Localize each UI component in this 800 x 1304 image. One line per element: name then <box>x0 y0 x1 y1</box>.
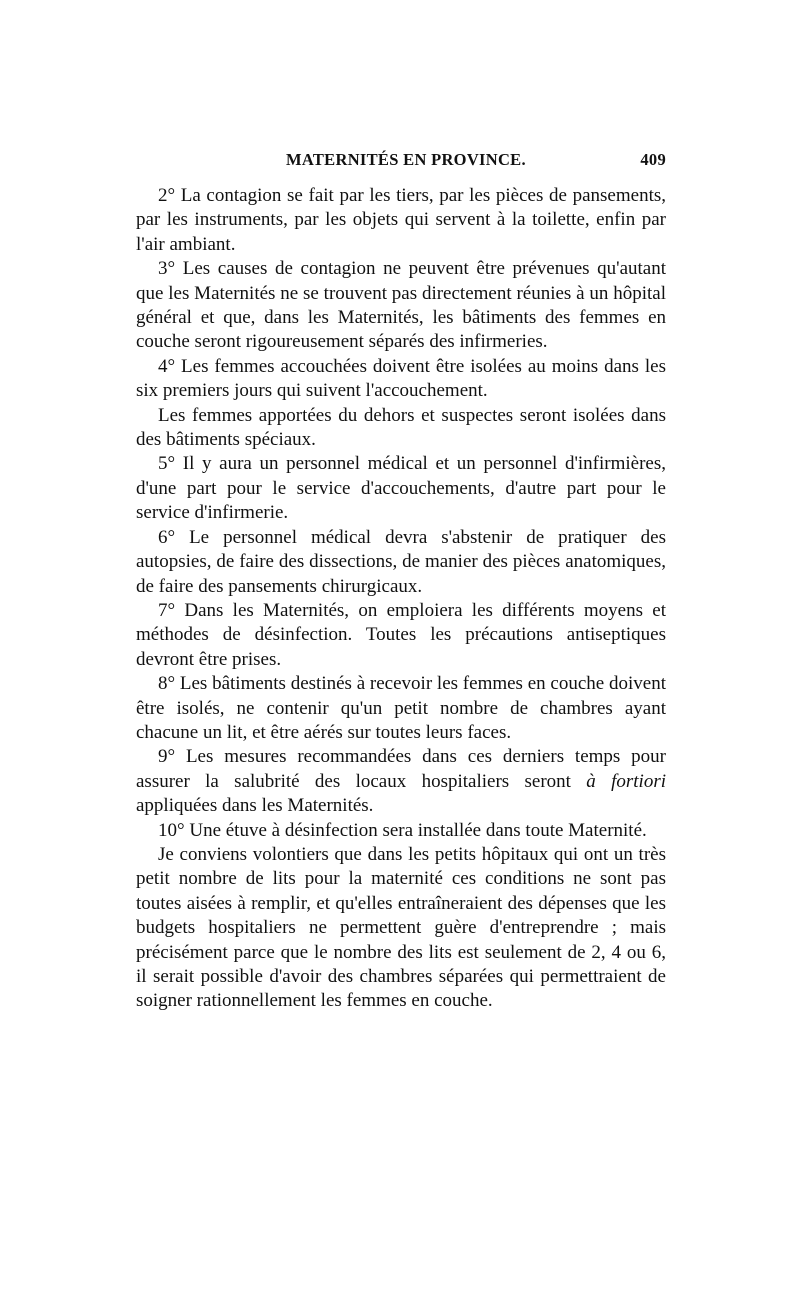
paragraph-item-9 <box>136 745 666 818</box>
paragraph-item-8: 8° Les bâtiments destinés à recevoir les femmes en couche doivent être isolés, ne contenir qu'un petit nombre de chambres ayant chacune un lit, et être aérés sur toutes leurs faces. <box>136 673 666 743</box>
paragraph-conclusion: Je conviens volontiers que dans les petits hôpitaux qui ont un très petit nombre de lits pour la maternité ces conditions ne sont pas toutes aisées à remplir, et qu'elles entraîneraient des dépenses que les budgets hospitaliers ne permettent guère d'entreprendre ; mais précisément parce que le nombre des lits est seulement de 2, 4 ou 6, il serait possible d'avoir des chambres séparées qui permettraient de soigner rationnellement les femmes en couche. <box>136 843 666 1012</box>
paragraph-isolation: Les femmes apportées du dehors et suspectes seront isolées dans des bâtiments spéciaux. <box>136 404 666 451</box>
paragraph-item-5: 5° Il y aura un personnel médical et un personnel d'infirmières, d'une part pour le service d'accouchements, d'autre part pour le service d'infirmerie. <box>136 453 666 524</box>
paragraph-item-2: 2° La contagion se fait par les tiers, par les pièces de pansements, par les instruments, par les objets qui servent à la toilette, enfin par l'air ambiant. <box>136 185 666 255</box>
running-header <box>136 150 666 178</box>
paragraph-item-7: 7° Dans les Maternités, on emploiera les différents moyens et méthodes de désinfection. Toutes les précautions antiseptiques devront être prises. <box>136 599 666 670</box>
page-number: 409 <box>640 150 666 169</box>
running-title: MATERNITÉS EN PROVINCE. <box>286 150 526 169</box>
paragraph-item-6: 6° Le personnel médical devra s'abstenir de pratiquer des autopsies, de faire des dissections, de manier des pièces anatomiques, de faire des pansements chirurgicaux. <box>136 526 666 597</box>
paragraph-item-3: 3° Les causes de contagion ne peuvent être prévenues qu'autant que les Maternités ne se trouvent pas directement réunies à un hôpital général et que, dans les Maternités, les bâtiments des femmes en couche seront rigoureusement séparés des infirmeries. <box>136 258 666 353</box>
body-text <box>136 184 666 1014</box>
paragraph-item-10: 10° Une étuve à désinfection sera installée dans toute Maternité. <box>158 819 647 841</box>
book-page <box>136 150 666 1014</box>
paragraph-item-4: 4° Les femmes accouchées doivent être isolées au moins dans les six premiers jours qui suivent l'accouchement. <box>136 355 666 402</box>
italic-phrase: à fortiori <box>586 770 666 792</box>
paragraph-item-9-start: 9° Les mesures recommandées dans ces derniers temps pour assurer la salubrité des locaux hospitaliers seront <box>136 746 666 792</box>
paragraph-item-9-end: appliquées dans les Maternités. <box>136 795 374 817</box>
